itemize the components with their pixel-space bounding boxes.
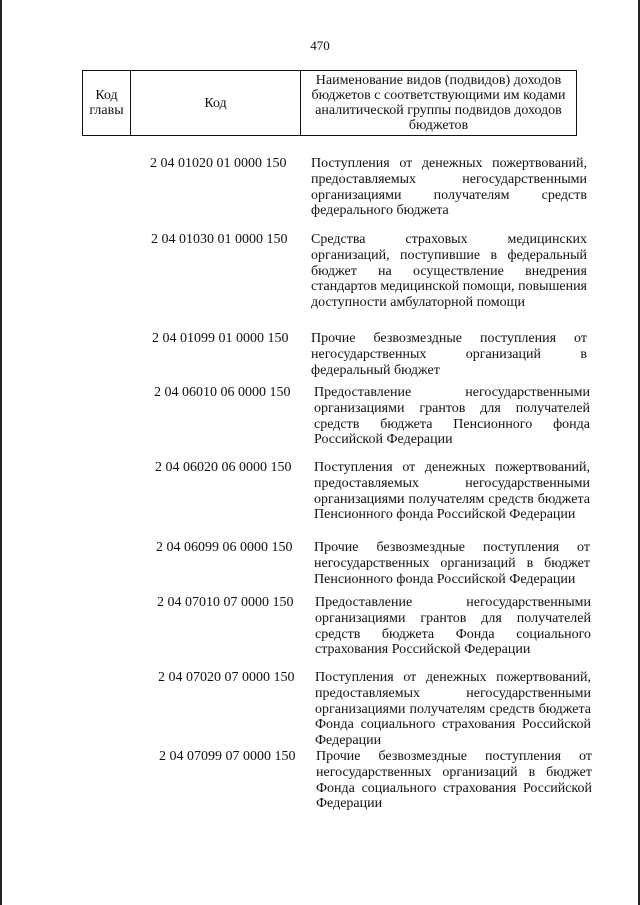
table-header: [82, 70, 577, 136]
row-code: 2 04 07020 07 0000 150: [158, 670, 295, 685]
row-code: 2 04 01030 01 0000 150: [151, 232, 288, 247]
row-description: Прочие безвозмездные поступления от негосударственных организаций в федеральный бюджет: [311, 331, 587, 378]
row-description: Поступления от денежных пожертвований, предоставляемых негосударственными организациями получателям средств бюджета Фонда социального страхования Российской Федерации: [315, 670, 591, 749]
row-code: 2 04 06099 06 0000 150: [156, 540, 293, 555]
header-name: Наименование видов (подвидов) доходов бюджетов с соответствующими им кодами аналитической группы подвидов доходов бюджетов: [301, 71, 577, 136]
row-code: 2 04 07099 07 0000 150: [159, 749, 296, 764]
row-description: Предоставление негосударственными организациями грантов для получателей средств бюджета Фонда социального страхования Российской Федерации: [315, 595, 591, 658]
scan-edge-left: [0, 0, 2, 905]
page-number: 470: [310, 38, 330, 53]
row-description: Поступления от денежных пожертвований, предоставляемых негосударственными организациями получателям средств бюджета Пенсионного фонда Российской Федерации: [314, 460, 590, 523]
row-description: Предоставление негосударственными организациями грантов для получателей средств бюджета Пенсионного фонда Российской Федерации: [314, 385, 590, 448]
row-code: 2 04 06020 06 0000 150: [155, 460, 292, 475]
row-code: 2 04 06010 06 0000 150: [154, 385, 291, 400]
header-code: Код: [131, 71, 301, 136]
row-description: Средства страховых медицинских организаций, поступившие в федеральный бюджет на осуществление внедрения стандартов медицинской помощи, повышения доступности амбулаторной помощи: [311, 232, 587, 311]
row-code: 2 04 01020 01 0000 150: [150, 156, 287, 171]
row-code: 2 04 01099 01 0000 150: [152, 331, 289, 346]
row-description: Поступления от денежных пожертвований, предоставляемых негосударственными организациями получателям средств федерального бюджета: [311, 156, 587, 219]
row-description: Прочие безвозмездные поступления от негосударственных организаций в бюджет Фонда социального страхования Российской Федерации: [316, 749, 592, 812]
row-code: 2 04 07010 07 0000 150: [157, 595, 294, 610]
row-description: Прочие безвозмездные поступления от негосударственных организаций в бюджет Пенсионного фонда Российской Федерации: [314, 540, 590, 587]
header-chapter-code: Код главы: [83, 71, 131, 136]
